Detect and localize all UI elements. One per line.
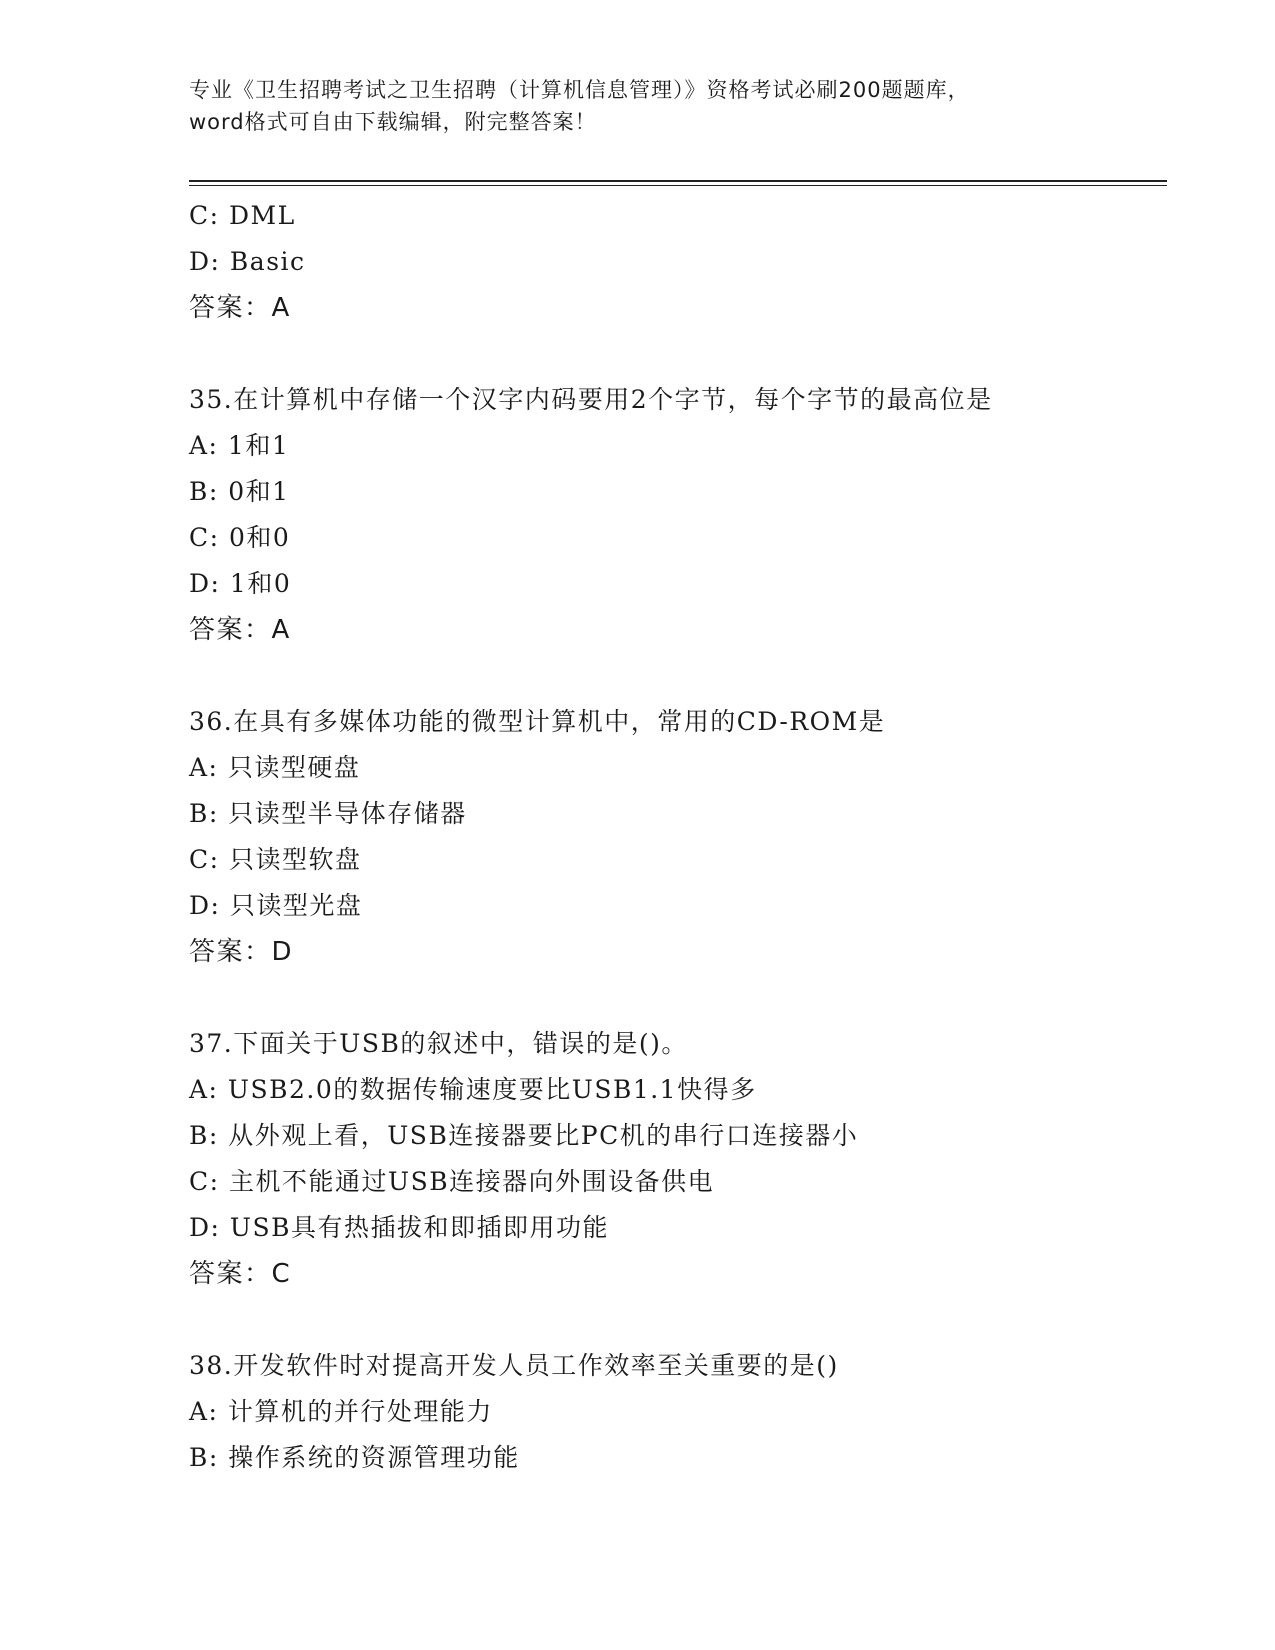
answer-line: 答案：A <box>189 615 291 645</box>
question-37-block <box>189 1021 1169 1297</box>
question-text: 38.开发软件时对提高开发人员工作效率至关重要的是() <box>189 1351 839 1380</box>
option-c: C: DML <box>189 201 296 230</box>
spacer <box>189 331 1169 377</box>
option-d: D: Basic <box>189 247 306 276</box>
question-list <box>189 193 1169 1481</box>
header-line-2: word格式可自由下载编辑，附完整答案！ <box>189 110 597 134</box>
header-divider-thin <box>189 185 1167 186</box>
document-header <box>189 74 1089 138</box>
option-c: C: 0和0 <box>189 523 291 552</box>
spacer <box>189 653 1169 699</box>
question-34-block <box>189 193 1169 331</box>
option-b: B: 操作系统的资源管理功能 <box>189 1443 520 1472</box>
header-divider-thick <box>189 180 1167 182</box>
option-d: D: 只读型光盘 <box>189 891 363 920</box>
option-a: A: 只读型硬盘 <box>189 753 361 782</box>
option-b: B: 0和1 <box>189 477 290 506</box>
spacer <box>189 1297 1169 1343</box>
question-35-block <box>189 377 1169 653</box>
question-text: 35.在计算机中存储一个汉字内码要用2个字节，每个字节的最高位是 <box>189 385 993 414</box>
header-line-1: 专业《卫生招聘考试之卫生招聘（计算机信息管理）》资格考试必刷200题题库， <box>189 78 970 102</box>
question-text: 36.在具有多媒体功能的微型计算机中，常用的CD-ROM是 <box>189 707 886 736</box>
option-b: B: 只读型半导体存储器 <box>189 799 467 828</box>
option-c: C: 主机不能通过USB连接器向外围设备供电 <box>189 1167 715 1196</box>
question-38-block <box>189 1343 1169 1481</box>
option-b: B: 从外观上看，USB连接器要比PC机的串行口连接器小 <box>189 1121 859 1150</box>
answer-line: 答案：A <box>189 293 291 323</box>
option-d: D: 1和0 <box>189 569 292 598</box>
answer-line: 答案：D <box>189 937 294 967</box>
option-c: C: 只读型软盘 <box>189 845 362 874</box>
question-text: 37.下面关于USB的叙述中，错误的是()。 <box>189 1029 688 1058</box>
option-a: A: 计算机的并行处理能力 <box>189 1397 493 1426</box>
option-a: A: USB2.0的数据传输速度要比USB1.1快得多 <box>189 1075 757 1104</box>
spacer <box>189 975 1169 1021</box>
option-a: A: 1和1 <box>189 431 290 460</box>
question-36-block <box>189 699 1169 975</box>
option-d: D: USB具有热插拔和即插即用功能 <box>189 1213 609 1242</box>
answer-line: 答案：C <box>189 1259 292 1289</box>
